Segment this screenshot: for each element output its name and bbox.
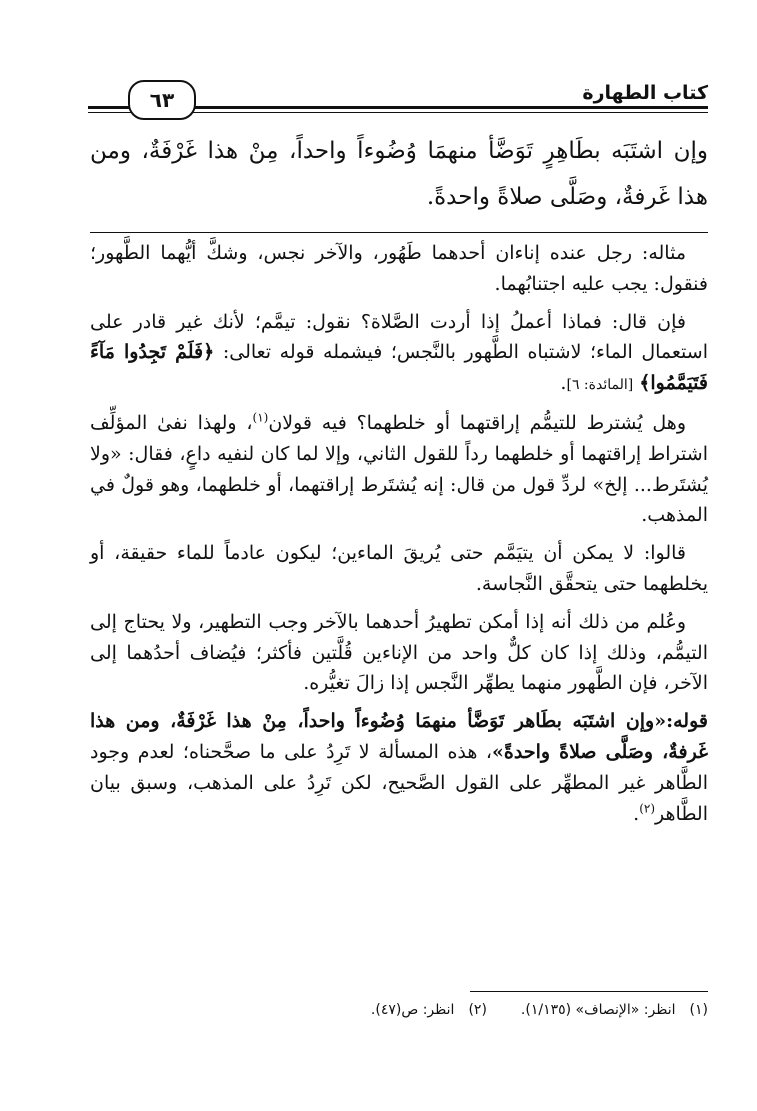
- paragraph-text: ، هذه المسألة لا تَرِدُ على ما صحَّحناه؛ لعدم وجود الطَّاهر غير المطهِّر على القول الصَّحيح، لكن تَرِدُ على المذهب، وسبق بيان الطَّاهر: [90, 740, 709, 825]
- commentary-paragraph: وعُلم من ذلك أنه إذا أمكن تطهيرُ أحدهما بالآخر وجب التطهير، ولا يحتاج إلى التيمُّم، وذلك إذا كان كلٌّ واحد من الإناءين قُلَّتين فأكثر؛ فيُضاف أحدُهما إلى الآخر، فإن الطَّهور منهما يطهِّر النَّجس إذا زالَ تغيُّره.: [90, 610, 708, 695]
- matn-divider: [90, 232, 708, 233]
- footnote-number: (١): [689, 1002, 708, 1018]
- page-header: [88, 58, 708, 120]
- commentary-paragraph: [90, 307, 708, 401]
- qawluhu-label: قوله:: [666, 710, 708, 733]
- footnote-text: انظر: «الإنصاف» (١/١٣٥).: [520, 1002, 676, 1018]
- footnote-divider: [470, 991, 708, 992]
- quran-verse: ﴿فَلَمْ تَجِدُوا مَآءً فَتَيَمَّمُوا﴾: [90, 341, 708, 395]
- matn-quote: «وإن اشتَبَه بطَاهر تَوَضَّأ منهمَا وُضُوءاً واحداً، مِنْ هذا غَرْفَةٌ، ومن هذا غَرفةٌ، وصَلَّى صلاةً واحدةً»: [90, 710, 708, 763]
- page-number: ٦٣: [128, 80, 196, 120]
- commentary-paragraph: مثاله: رجل عنده إناءان أحدهما طَهُور، والآخر نجس، وشكَّ أيُّهما الطَّهور؛ فنقول: يجب عليه اجتنابُهما.: [90, 242, 708, 295]
- paragraph-end: .: [633, 802, 640, 825]
- footnote-1: [521, 998, 708, 1022]
- paragraph-end: .: [560, 372, 567, 395]
- commentary-paragraph: قالوا: لا يمكن أن يتيَمَّم حتى يُريقَ الماءين؛ ليكون عادماً للماء حقيقة، أو يخلطهما حتى يتحقَّق النَّجاسة.: [90, 542, 708, 595]
- footnotes: [240, 998, 708, 1022]
- matn-text: وإن اشتَبَه بطَاهِرٍ تَوَضَّأ منهمَا وُضُوءاً واحداً، مِنْ هذا غَرْفَةٌ، ومن هذا غَرفةٌ، وصَلَّى صلاةً واحدةً.: [90, 138, 708, 210]
- surah-reference: [المائدة: ٦]: [566, 377, 634, 394]
- commentary: [90, 238, 708, 836]
- footnote-number: (٢): [468, 1002, 487, 1018]
- footnote-2: [371, 998, 487, 1022]
- footnote-marker[interactable]: (١): [252, 410, 269, 425]
- paragraph-text: ، ولهذا نفىٰ المؤلِّف اشتراط إراقتهما أو خلطهما رداً للقول الثاني، وإلا لما كان لنفيه داعٍ، فقال: «ولا يُشتَرط... إلخ» لردِّ قول من قال: إنه يُشتَرط إراقتهما، أو خلطهما، وهو قولٌ في المذهب.: [90, 411, 708, 527]
- paragraph-text: فإن قال: فماذا أعملُ إذا أردت الصَّلاة؟ نقول: تيمَّم؛ لأنك غير قادر على استعمال الماء؛ لاشتباه الطَّهور بالنَّجس؛ فيشمله قوله تعالى:: [90, 310, 708, 364]
- running-title: كتاب الطهارة: [582, 82, 708, 104]
- footnote-marker[interactable]: (٢): [639, 801, 656, 816]
- commentary-paragraph: [90, 706, 708, 829]
- paragraph-text: وهل يُشترط للتيمُّم إراقتهما أو خلطهما؟ فيه قولان: [268, 411, 686, 434]
- footnote-text: انظر: ص(٤٧).: [370, 1002, 455, 1018]
- commentary-paragraph: [90, 408, 708, 531]
